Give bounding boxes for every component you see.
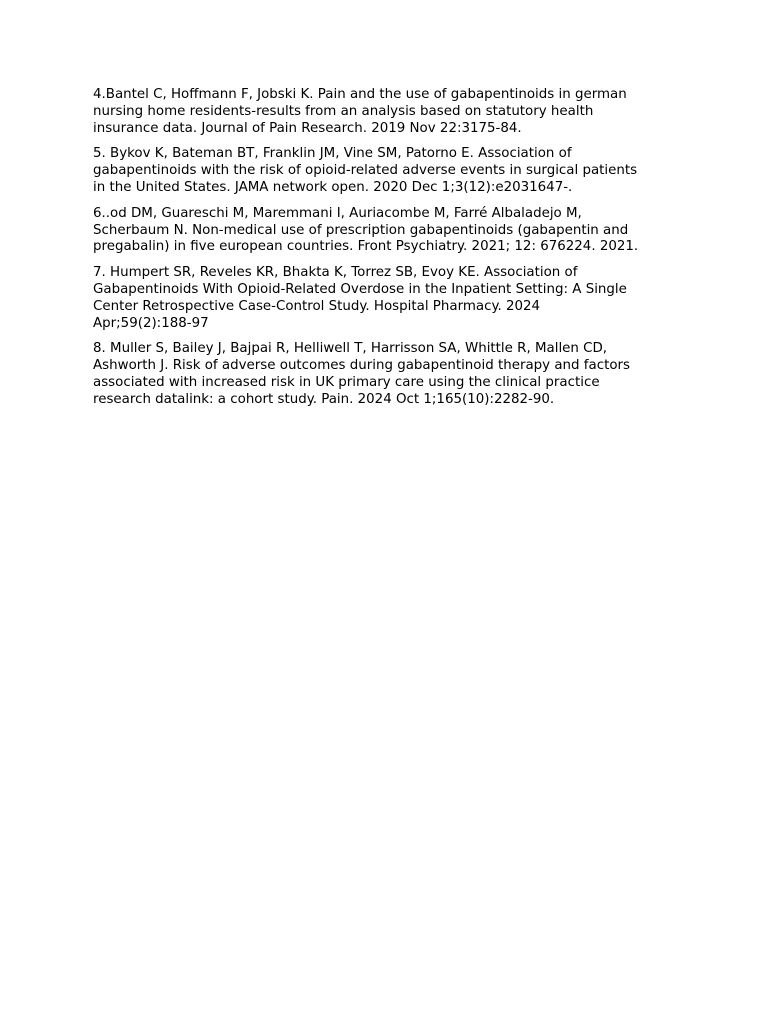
- reference-line: pregabalin) in five european countries. Front Psychiatry. 2021; 12: 676224. 2021.: [93, 239, 639, 255]
- reference-line: Scherbaum N. Non-medical use of prescription gabapentinoids (gabapentin and: [93, 222, 629, 238]
- reference-line: in the United States. JAMA network open. 2020 Dec 1;3(12):e2031647-.: [93, 179, 573, 195]
- reference-line: research datalink: a cohort study. Pain. 2024 Oct 1;165(10):2282-90.: [93, 391, 555, 407]
- reference-item-8: [93, 341, 683, 408]
- reference-item-6: [93, 206, 683, 256]
- reference-line: Gabapentinoids With Opioid-Related Overdose in the Inpatient Setting: A Single: [93, 281, 627, 297]
- reference-line: 7. Humpert SR, Reveles KR, Bhakta K, Torrez SB, Evoy KE. Association of: [93, 265, 578, 281]
- reference-line: 6..od DM, Guareschi M, Maremmani I, Auriacombe M, Farré Albaladejo M,: [93, 205, 582, 221]
- reference-item-4: [93, 87, 683, 137]
- reference-line: 8. Muller S, Bailey J, Bajpai R, Helliwell T, Harrisson SA, Whittle R, Mallen CD,: [93, 341, 608, 357]
- reference-line: gabapentinoids with the risk of opioid-related adverse events in surgical patients: [93, 163, 638, 179]
- reference-line: insurance data. Journal of Pain Research. 2019 Nov 22:3175-84.: [93, 120, 522, 136]
- reference-line: Center Retrospective Case-Control Study. Hospital Pharmacy. 2024: [93, 298, 541, 314]
- reference-line: nursing home residents-results from an analysis based on statutory health: [93, 103, 594, 119]
- reference-line: Apr;59(2):188-97: [93, 315, 209, 331]
- reference-item-5: [93, 146, 683, 196]
- reference-list: [93, 87, 683, 418]
- reference-line: 4.Bantel C, Hoffmann F, Jobski K. Pain and the use of gabapentinoids in german: [93, 87, 627, 102]
- reference-line: 5. Bykov K, Bateman BT, Franklin JM, Vine SM, Patorno E. Association of: [93, 146, 572, 162]
- reference-line: Ashworth J. Risk of adverse outcomes during gabapentinoid therapy and factors: [93, 358, 630, 374]
- reference-line: associated with increased risk in UK primary care using the clinical practice: [93, 374, 600, 390]
- reference-item-7: [93, 265, 683, 332]
